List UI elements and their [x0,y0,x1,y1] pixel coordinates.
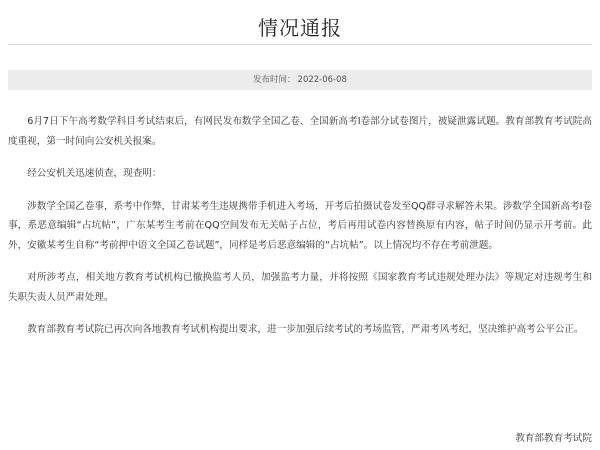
publish-info-bar [8,70,592,90]
page-title: 情况通报 [258,16,342,40]
paragraph-2: 经公安机关迅速侦查，现查明： [27,168,162,179]
publish-time-value: 2022-06-08 [297,75,347,85]
paragraph-5: 教育部教育考试院已再次向各地教育考试机构提出要求，进一步加强后续考试的考场监管，严肃考风考纪，坚决维护高考公平公正。 [27,324,584,335]
issuer-signature: 教育部教育考试院 [515,433,592,444]
paragraph-3: 涉数学全国乙卷事，系考中作弊，甘肃某考生违规携带手机进入考场，开考后拍摄试卷发至QQ群寻求解答未果。涉数学全国新高考I卷事，系恶意编辑“占坑帖”，广东某考生考前在QQ空间发布无关帖子占位，考后再用试卷内容替换原有内容，帖子时间仍显示开考前。此外，安徽某考生自称“考前押中语文全国乙卷试题”，同样是考后恶意编辑的“占坑帖”。以上情况均不存在考前泄题。 [8,200,592,251]
publish-time-label: 发布时间： [253,75,296,85]
title-divider [8,44,592,45]
notice-body [8,112,592,353]
paragraph-1: 6月7日下午高考数学科目考试结束后，有网民发布数学全国乙卷、全国新高考I卷部分试卷图片，被疑泄露试题。教育部教育考试院高度重视，第一时间向公安机关报案。 [8,116,592,147]
paragraph-4: 对所涉考点，相关地方教育考试机构已撤换监考人员，加强监考力量，并将按照《国家教育考试违规处理办法》等规定对违规考生和失职失责人员严肃处理。 [8,272,592,303]
